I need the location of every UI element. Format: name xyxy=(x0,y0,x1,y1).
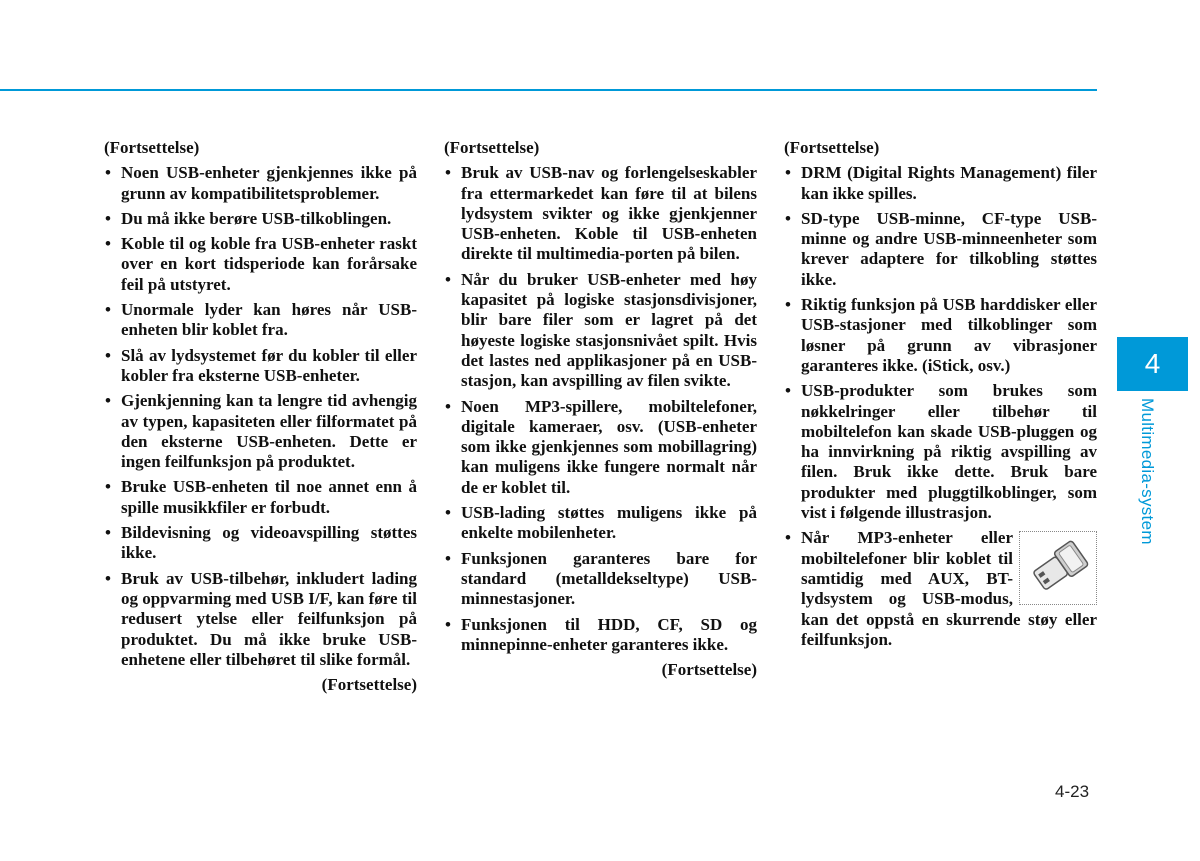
page-number: 4-23 xyxy=(1055,782,1090,801)
list-item: • Slå av lydsystemet før du kobler til eller kobler fra eksterne USB-enheter. xyxy=(104,346,417,387)
list-item: • Koble til og koble fra USB-enheter raskt over en kort tidsperiode kan forårsake feil på utstyret. xyxy=(104,234,417,295)
usb-stick-icon xyxy=(1027,539,1089,597)
list-item: • Bruke USB-enheten til noe annet enn å spille musikkfiler er forbudt. xyxy=(104,477,417,518)
list-item: • DRM (Digital Rights Management) filer kan ikke spilles. xyxy=(784,163,1097,204)
chapter-title: Multimedia-system xyxy=(1138,398,1157,545)
continued-heading: (Fortsettelse) xyxy=(104,138,200,157)
list-item: • Bruk av USB-tilbehør, inkludert lading og oppvarming med USB I/F, kan føre til redusert ytelse eller feilfunksjon på produktet. Du må ikke bruke USB-enhetene eller tilbehøret til slike formål. xyxy=(104,569,417,670)
bullet-list xyxy=(104,163,417,670)
bullet-list xyxy=(784,163,1097,650)
list-item: • Riktig funksjon på USB harddisker eller USB-stasjoner med tilkoblinger som løsner på grunn av vibrasjoner garanteres ikke. (iStick, osv.) xyxy=(784,295,1097,376)
list-item: • Unormale lyder kan høres når USB-enheten blir koblet fra. xyxy=(104,300,417,341)
header-rule xyxy=(0,89,1097,91)
text-column-1 xyxy=(104,138,417,695)
list-item-text: Når MP3-enheter eller mobiltelefoner blir koblet til samtidig med AUX, BT-lydsystem og USB-modus, kan det oppstå en skurrende støy eller feilfunksjon. xyxy=(801,528,1097,649)
usb-stick-illustration xyxy=(1019,531,1097,605)
list-item-with-illustration xyxy=(784,528,1097,650)
list-item: • Noen MP3-spillere, mobiltelefoner, digitale kameraer, osv. (USB-enheter som ikke gjenkjennes som mobillagring) kan muligens ikke fungere normalt når de er koblet til. xyxy=(444,397,757,498)
list-item: • Du må ikke berøre USB-tilkoblingen. xyxy=(104,209,417,229)
list-item: • Noen USB-enheter gjenkjennes ikke på grunn av kompatibilitetsproblemer. xyxy=(104,163,417,204)
list-item: • USB-produkter som brukes som nøkkelringer eller tilbehør til mobiltelefon kan skade USB-pluggen og ha innvirkning på riktig avspilling av filen. Bruk ikke dette. Bruk bare produkter med pluggtilkoblinger, som vist i følgende illustrasjon. xyxy=(784,381,1097,523)
text-column-2 xyxy=(444,138,757,680)
list-item: • SD-type USB-minne, CF-type USB-minne og andre USB-minneenheter som krever adaptere for tilkobling støttes ikke. xyxy=(784,209,1097,290)
list-item: • Bildevisning og videoavspilling støttes ikke. xyxy=(104,523,417,564)
text-column-3 xyxy=(784,138,1097,655)
chapter-tab xyxy=(1117,337,1188,391)
chapter-number: 4 xyxy=(1144,348,1161,379)
list-item: • USB-lading støttes muligens ikke på enkelte mobilenheter. xyxy=(444,503,757,544)
continued-heading: (Fortsettelse) xyxy=(444,138,540,157)
continued-footer: (Fortsettelse) xyxy=(661,660,757,680)
continued-footer: (Fortsettelse) xyxy=(321,675,417,695)
bullet-list xyxy=(444,163,757,655)
list-item: • Gjenkjenning kan ta lengre tid avhengig av typen, kapasiteten eller filformatet på den eksterne USB-enheten. Dette er ingen feilfunksjon på produktet. xyxy=(104,391,417,472)
list-item: • Når du bruker USB-enheter med høy kapasitet på logiske stasjonsdivisjoner, blir bare filer som er lagret på det høyeste logiske stasjonsnivået spilt. Hvis det lastes ned applikasjoner på en USB-stasjon, kan avspilling av filen svikte. xyxy=(444,270,757,392)
list-item: • Funksjonen til HDD, CF, SD og minnepinne-enheter garanteres ikke. xyxy=(444,615,757,656)
continued-heading: (Fortsettelse) xyxy=(784,138,880,157)
list-item: • Bruk av USB-nav og forlengelseskabler fra ettermarkedet kan føre til at bilens lydsystem svikter og ikke gjenkjenner USB-enheten. Koble til USB-enheten direkte til multimedia-porten på bilen. xyxy=(444,163,757,264)
list-item: • Funksjonen garanteres bare for standard (metalldekseltype) USB-minnestasjoner. xyxy=(444,549,757,610)
